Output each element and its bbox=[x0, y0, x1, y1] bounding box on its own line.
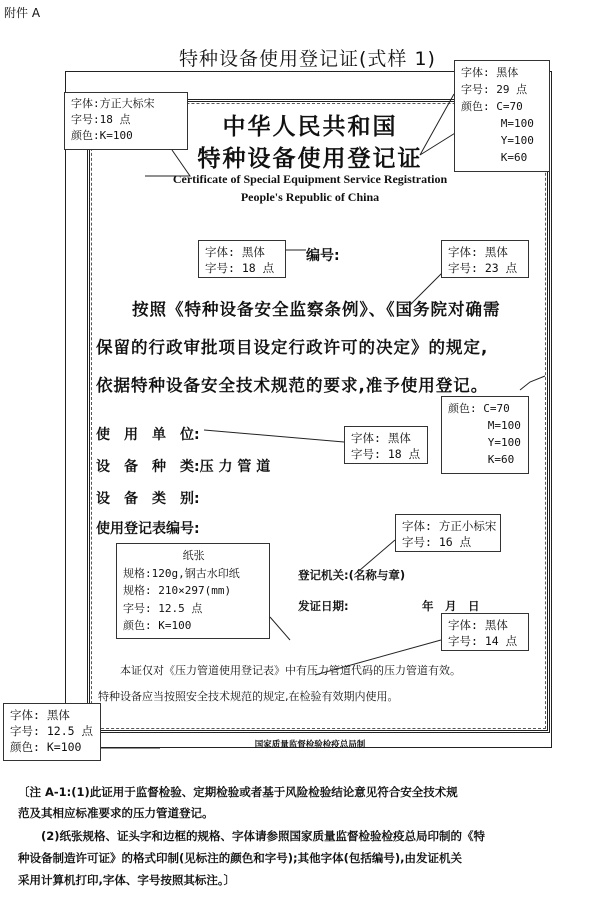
note-line-3: (2)纸张规格、证头字和边框的规格、字体请参照国家质量监督检验检疫总局印制的《特 bbox=[18, 829, 486, 843]
annotation-authority-font: 字体: 方正小标宋 字号: 16 点 bbox=[395, 514, 501, 552]
cert-cn-title-line2: 特种设备使用登记证 bbox=[197, 146, 423, 172]
body-line-1: 按照《特种设备安全监察条例》、《国务院对确需 bbox=[132, 300, 501, 319]
validity-line-2: 特种设备应当按照安全技术规范的规定,在检验有效期内使用。 bbox=[98, 690, 399, 703]
field-registration-form-no: 使用登记表编号: bbox=[96, 521, 200, 537]
annotation-body-color: 颜色: C=70 M=100 Y=100 K=60 bbox=[441, 396, 529, 474]
annotation-footer-font: 字体: 黑体 字号: 12.5 点 颜色: K=100 bbox=[3, 703, 101, 761]
field-equipment-type: 设 备 种 类:压 力 管 道 bbox=[96, 459, 271, 475]
note-line-1: 〔注 A-1:(1)此证用于监督检验、定期检验或者基于风险检验结论意见符合安全技术规 bbox=[18, 785, 458, 799]
annotation-body-font: 字体: 黑体 字号: 23 点 bbox=[441, 240, 529, 278]
registration-authority: 登记机关:(名称与章) bbox=[298, 568, 406, 582]
field-user-unit: 使 用 单 位: bbox=[96, 427, 200, 443]
document-title: 特种设备使用登记证(式样 1) bbox=[179, 48, 436, 70]
body-line-2: 保留的行政审批项目设定行政许可的决定》的规定, bbox=[96, 338, 489, 357]
number-label: 编号: bbox=[306, 248, 340, 264]
cert-en-title-line2: People's Republic of China bbox=[240, 190, 380, 204]
note-line-5: 采用计算机打印,字体、字号按照其标注。〕 bbox=[18, 873, 236, 887]
cert-en-title-line1: Certificate of Special Equipment Service Registration bbox=[172, 172, 448, 186]
annotation-validity-font: 字体: 黑体 字号: 14 点 bbox=[441, 613, 529, 651]
issue-date-label: 发证日期: bbox=[298, 599, 349, 613]
note-line-4: 种设备制造许可证》的格式印制(见标注的颜色和字号);其他字体(包括编号),由发证机关 bbox=[18, 851, 462, 865]
note-line-2: 范及其相应标准要求的压力管道登记。 bbox=[18, 806, 214, 820]
issuer-footer: 国家质量监督检验检疫总局制 bbox=[254, 740, 366, 750]
annex-label: 附件 A bbox=[4, 6, 41, 20]
field-equipment-category: 设 备 类 别: bbox=[96, 491, 200, 507]
annotation-cn-title-font: 字体: 黑体 字号: 29 点 颜色: C=70 M=100 Y=100 K=60 bbox=[454, 60, 550, 172]
annotation-number-font: 字体: 黑体 字号: 18 点 bbox=[198, 240, 286, 278]
annotation-paper-spec: 纸张 规格:120g,钢古水印纸 规格: 210×297(mm) 字号: 12.5 点 颜色: K=100 bbox=[116, 543, 270, 639]
validity-line-1: 本证仅对《压力管道使用登记表》中有压力管道代码的压力管道有效。 bbox=[120, 664, 461, 677]
annotation-field-font: 字体: 黑体 字号: 18 点 bbox=[344, 426, 428, 464]
annotation-title-font: 字体:方正大标宋 字号:18 点 颜色:K=100 bbox=[64, 92, 188, 150]
body-line-3: 依据特种设备安全技术规范的要求,准予使用登记。 bbox=[96, 376, 489, 395]
issue-date-parts: 年 月 日 bbox=[422, 599, 480, 613]
cert-cn-title-line1: 中华人民共和国 bbox=[222, 114, 398, 140]
